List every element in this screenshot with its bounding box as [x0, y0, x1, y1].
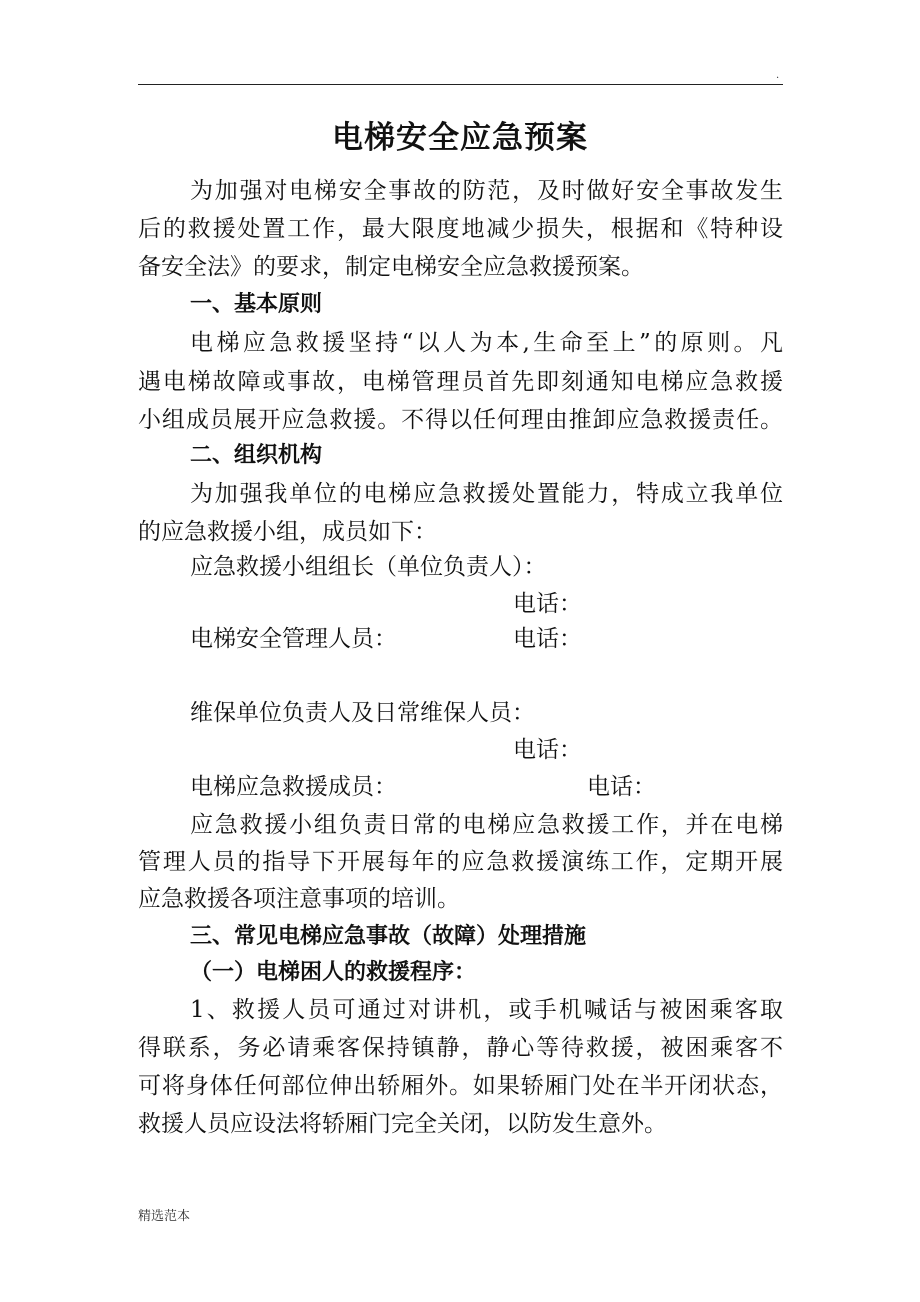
principle-line: 电梯应急救援坚持“以人为本,生命至上”的原则。凡 [190, 330, 783, 356]
manager-phone-label: 电话： [513, 626, 582, 652]
intro-line: 为加强对电梯安全事故的防范，及时做好安全事故发生 [190, 178, 783, 204]
footer-label: 精选范本 [138, 1209, 191, 1224]
rescue-step-line: 得联系，务必请乘客保持镇静，静心等待救援，被困乘客不 [138, 1035, 783, 1061]
maintenance-label: 维保单位负责人及日常维保人员： [190, 700, 535, 726]
duty-line: 管理人员的指导下开展每年的应急救援演练工作，定期开展 [138, 849, 783, 875]
principle-line: 遇电梯故障或事故，电梯管理员首先即刻通知电梯应急救援 [138, 369, 783, 395]
intro-line: 后的救援处置工作，最大限度地减少损失，根据和《特种设 [138, 216, 783, 242]
organization-line: 的应急救援小组，成员如下： [138, 519, 437, 545]
header-mark: . [776, 70, 780, 81]
section-heading-measures: 三、常见电梯应急事故（故障）处理措施 [190, 924, 587, 949]
header-rule [138, 84, 783, 85]
duty-line: 应急救援小组负责日常的电梯应急救援工作，并在电梯 [190, 812, 783, 838]
section-heading-organization: 二、组织机构 [190, 443, 323, 468]
rescue-member-label: 电梯应急救援成员： [190, 774, 397, 800]
duty-line: 应急救援各项注意事项的培训。 [138, 886, 460, 912]
page-title: 电梯安全应急预案 [332, 120, 588, 156]
section-heading-basic-principles: 一、基本原则 [190, 292, 323, 317]
rescue-step-line: 救援人员应设法将轿厢门完全关闭，以防发生意外。 [138, 1111, 667, 1137]
intro-line: 备安全法》的要求，制定电梯安全应急救援预案。 [138, 254, 644, 280]
subsection-heading-trapped-rescue: （一）电梯困人的救援程序： [190, 960, 477, 985]
manager-label: 电梯安全管理人员： [190, 626, 397, 652]
rescue-member-phone-label: 电话： [587, 774, 656, 800]
leader-phone-label: 电话： [513, 591, 582, 617]
principle-line: 小组成员展开应急救援。不得以任何理由推卸应急救援责任。 [138, 407, 783, 433]
rescue-step-line: 可将身体任何部位伸出轿厢外。如果轿厢门处在半开闭状态， [138, 1073, 783, 1099]
maintenance-phone-label: 电话： [513, 737, 582, 763]
leader-label: 应急救援小组组长（单位负责人）： [190, 554, 547, 580]
organization-line: 为加强我单位的电梯应急救援处置能力，特成立我单位 [190, 481, 783, 507]
rescue-step-line: 1、救援人员可通过对讲机，或手机喊话与被困乘客取 [190, 997, 783, 1023]
